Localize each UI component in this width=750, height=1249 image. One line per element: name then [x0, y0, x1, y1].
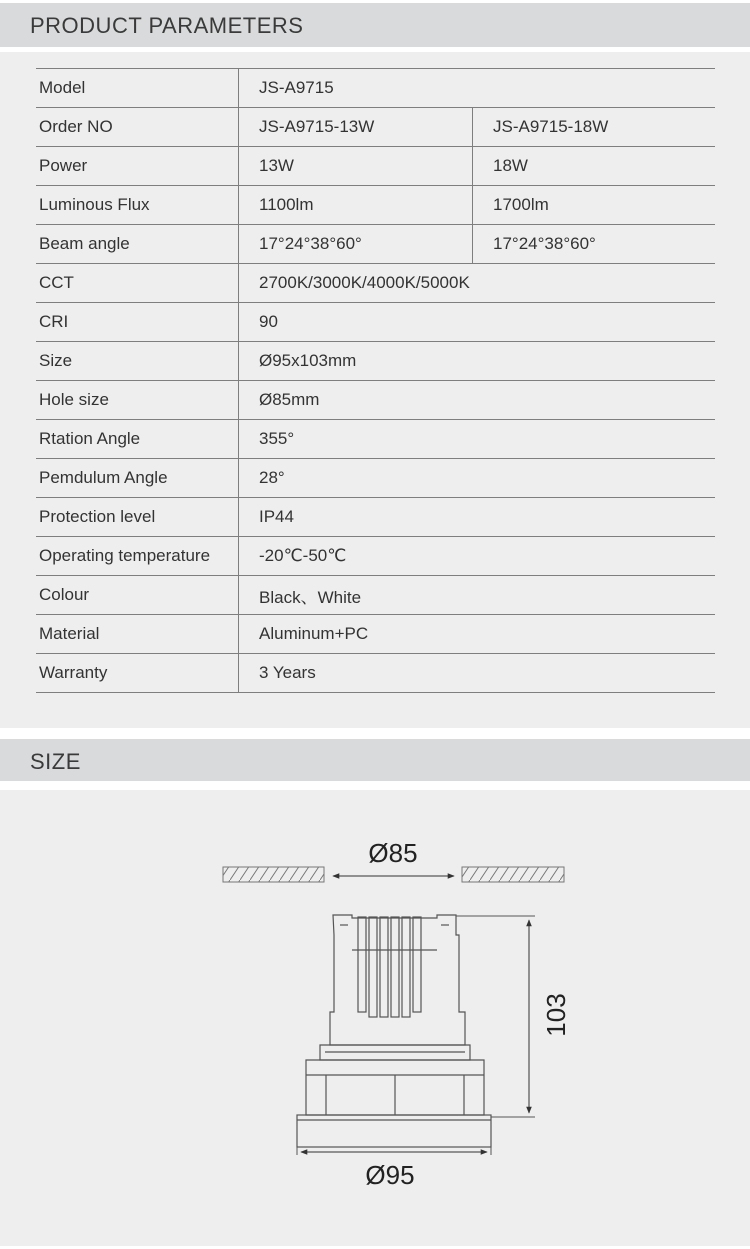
- param-row: [36, 381, 715, 420]
- size-title: SIZE: [30, 749, 81, 774]
- param-row: [36, 498, 715, 537]
- params-header: [0, 3, 750, 47]
- param-value: 28°: [239, 459, 716, 498]
- param-label: Power: [36, 147, 239, 186]
- param-label: Model: [36, 69, 239, 108]
- param-value: 90: [239, 303, 716, 342]
- param-row: [36, 108, 715, 147]
- param-row: [36, 69, 715, 108]
- param-value: Aluminum+PC: [239, 615, 716, 654]
- param-value-18w: 1700lm: [473, 186, 716, 225]
- param-value: JS-A9715: [239, 69, 716, 108]
- param-label: Material: [36, 615, 239, 654]
- param-value-13w: JS-A9715-13W: [239, 108, 473, 147]
- height-dimension-label: 103: [541, 993, 571, 1037]
- size-header: [0, 739, 750, 781]
- param-label: CCT: [36, 264, 239, 303]
- param-row: [36, 654, 715, 693]
- param-label: Order NO: [36, 108, 239, 147]
- param-label: Protection level: [36, 498, 239, 537]
- param-value-18w: JS-A9715-18W: [473, 108, 716, 147]
- param-row: [36, 264, 715, 303]
- hole-dimension-label: Ø85: [368, 838, 418, 868]
- size-drawing: [0, 790, 750, 1246]
- lamp-outline: [297, 915, 491, 1147]
- param-row: [36, 225, 715, 264]
- param-row: [36, 420, 715, 459]
- param-label: Operating temperature: [36, 537, 239, 576]
- param-label: Pemdulum Angle: [36, 459, 239, 498]
- params-panel: [0, 52, 750, 728]
- param-value: Black、White: [239, 576, 716, 615]
- param-row: [36, 459, 715, 498]
- param-value: 355°: [239, 420, 716, 459]
- ceiling-right: [462, 867, 564, 882]
- param-value-18w: 18W: [473, 147, 716, 186]
- param-label: Size: [36, 342, 239, 381]
- param-label: Rtation Angle: [36, 420, 239, 459]
- param-label: CRI: [36, 303, 239, 342]
- param-label: Luminous Flux: [36, 186, 239, 225]
- param-row: [36, 342, 715, 381]
- param-row: [36, 303, 715, 342]
- param-value: 3 Years: [239, 654, 716, 693]
- diameter-dimension-label: Ø95: [365, 1160, 415, 1190]
- param-row: [36, 186, 715, 225]
- param-value: Ø95x103mm: [239, 342, 716, 381]
- params-title: PRODUCT PARAMETERS: [30, 13, 304, 38]
- param-row: [36, 576, 715, 615]
- param-label: Colour: [36, 576, 239, 615]
- param-row: [36, 537, 715, 576]
- param-value: -20℃-50℃: [239, 537, 716, 576]
- param-value: IP44: [239, 498, 716, 537]
- param-value-13w: 1100lm: [239, 186, 473, 225]
- param-value-13w: 17°24°38°60°: [239, 225, 473, 264]
- param-label: Hole size: [36, 381, 239, 420]
- ceiling-left: [223, 867, 324, 882]
- param-value: 2700K/3000K/4000K/5000K: [239, 264, 716, 303]
- param-row: [36, 147, 715, 186]
- param-value-18w: 17°24°38°60°: [473, 225, 716, 264]
- param-label: Beam angle: [36, 225, 239, 264]
- param-row: [36, 615, 715, 654]
- param-label: Warranty: [36, 654, 239, 693]
- params-table: [36, 68, 715, 693]
- param-value: Ø85mm: [239, 381, 716, 420]
- param-value-13w: 13W: [239, 147, 473, 186]
